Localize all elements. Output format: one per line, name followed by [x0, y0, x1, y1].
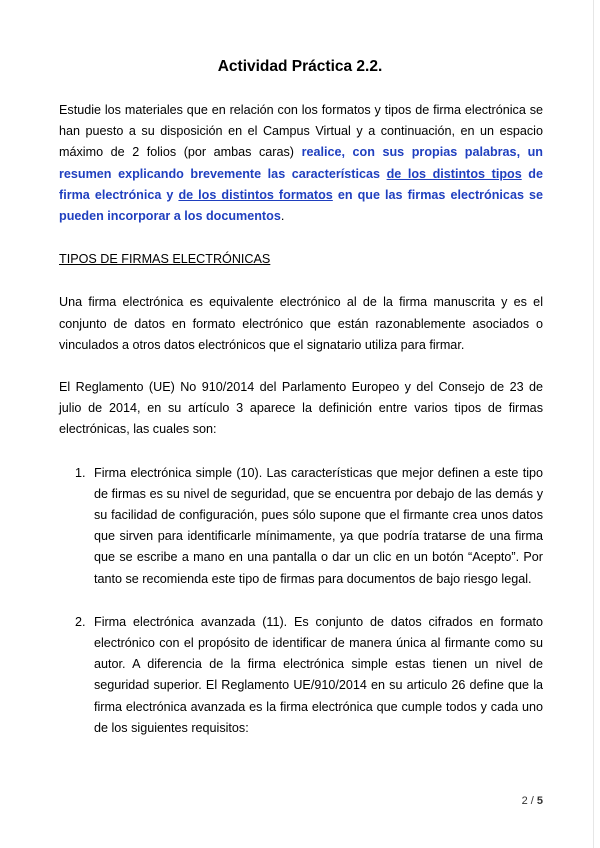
intro-end: . [280, 209, 285, 224]
page-edge [593, 0, 594, 848]
section-heading-text: TIPOS DE FIRMAS ELECTRÓNICAS [59, 252, 271, 267]
intro-text: Estudie los materiales que en relación con los formatos y tipos de firma electrónica se han puesto a su disposición en el Campus Virtual y a continuación, en un espacio máximo de 2 folios (por ambas caras) [59, 103, 543, 160]
section-heading [59, 249, 543, 270]
list-item [59, 463, 543, 590]
intro-emphasis-3: en que las firmas electrónicas se pueden incorporar a los documentos [59, 187, 543, 224]
intro-link-types: de los distintos tipos [386, 166, 522, 181]
list-item-number: 2. [75, 614, 86, 629]
list-item [59, 612, 543, 739]
list-item-text: Firma electrónica avanzada (11). Es conjunto de datos cifrados en formato electrónico con el propósito de identificar de manera única al firmante como su autor. A diferencia de la firma electrónica simple estas tienen un nivel de seguridad superior. El Reglamento UE/910/2014 en su articulo 26 define que la firma electrónica avanzada es la firma electrónica que cumple todos y cada uno de los siguientes requisitos: [94, 614, 543, 735]
regulation-paragraph: El Reglamento (UE) No 910/2014 del Parlamento Europeo y del Consejo de 23 de julio de 2014, en su artículo 3 aparece la definición entre varios tipos de firmas electrónicas, las cuales son: [59, 380, 543, 437]
page-separator: / [527, 795, 537, 807]
document-title: Actividad Práctica 2.2. [217, 58, 383, 75]
intro-emphasis: realice, con sus propias palabras, un resumen explicando brevemente las características [59, 145, 544, 181]
page-total: 5 [536, 795, 543, 807]
intro-emphasis-2: de firma electrónica y [59, 166, 543, 202]
signature-types-list [59, 463, 543, 739]
list-item-number: 1. [75, 465, 86, 480]
document-body [59, 100, 543, 761]
page-current: 2 [521, 795, 528, 807]
list-item-text: Firma electrónica simple (10). Las características que mejor definen a este tipo de firmas es su nivel de seguridad, que se encuentra por debajo de las demás y su facilidad de configuración, pues sólo supone que el firmante crea unos datos que sirven para identificarle mínimamente, ya que podría tratarse de una firma que se escribe a mano en una pantalla o dar un clic en un botón “Acepto”. Por tanto se recomienda este tipo de firmas para documentos de bajo riesgo legal. [94, 465, 543, 586]
intro-paragraph [59, 100, 543, 227]
intro-link-formats: de los distintos formatos [178, 187, 333, 202]
page-number [522, 795, 543, 807]
definition-paragraph: Una firma electrónica es equivalente electrónico al de la firma manuscrita y es el conjunto de datos en formato electrónico que están razonablemente asociados o vinculados a otros datos electrónicos que el signatario utiliza para firmar. [59, 295, 543, 352]
